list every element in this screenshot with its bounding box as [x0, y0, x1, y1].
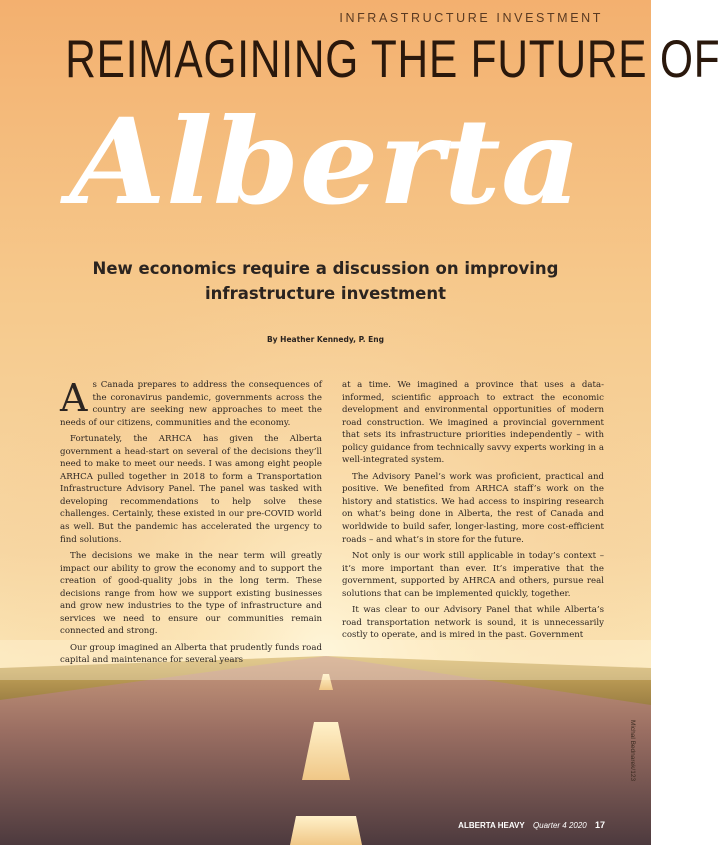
paragraph: Our group imagined an Alberta that prudently funds road capital and maintenance for several years — [60, 642, 322, 666]
footer-issue: Quarter 4 2020 — [532, 821, 587, 830]
column-right — [342, 379, 604, 671]
paragraph: It was clear to our Advisory Panel that while Alberta’s road transportation network is sound, it is unnecessarily costly to operate, and is mired in the past. Government — [342, 605, 604, 641]
paragraph: The decisions we make in the near term will greatly impact our ability to grow the economy and to support the creation of good-quality jobs in the long term. These decisions range from how we support existing businesses and grow new industries to the type of infrastructure and services we need to ensure our communities remain connected and strong. — [60, 551, 322, 637]
page-number: 17 — [594, 820, 605, 830]
article-body — [60, 376, 604, 671]
byline: By Heather Kennedy, P. Eng — [266, 335, 385, 344]
paragraph: Not only is our work still applicable in today’s context – it’s more important than ever. It’s imperative that the government, supported by AHRCA and others, pursue real solutions that can be implemented quickly, together. — [342, 551, 604, 599]
paragraph: Fortunately, the ARHCA has given the Alberta government a head-start on several of the decisions they’ll need to make to meet our needs. I was among eight people ARHCA pulled together in 2018 to form a Transportation Infrastructure Advisory Panel. The panel was tasked with developing recommendations to help solve these challenges. Certainly, these existed in our pre-COVID world as well. But the pandemic has accelerated the urgency to find solutions. — [60, 434, 322, 545]
deck-subtitle: New economics require a discussion on improving infrastructure investment — [92, 259, 559, 303]
section-label: INFRASTRUCTURE INVESTMENT — [339, 11, 603, 25]
headline: REIMAGINING THE FUTURE OF — [65, 30, 720, 89]
paragraph: The Advisory Panel’s work was proficient, practical and positive. We benefited from ARHCA staff’s work on the history and statistics. We had access to inspiring research on what’s being done in Alberta, the rest of Canada and worldwide to build safer, longer-lasting, more cost-efficient roads – and what’s in store for the future. — [342, 471, 604, 545]
paragraph — [60, 376, 322, 429]
headline-script: Alberta — [69, 92, 582, 231]
paragraph-text: s Canada prepares to address the consequences of the coronavirus pandemic, governments across the country are seeking new approaches to meet the needs of our citizens, communities and the economy. — [60, 380, 322, 428]
dropcap: A — [60, 376, 88, 420]
paragraph: at a time. We imagined a province that uses a data-informed, scientific approach to extract the economic development and environmental opportunities of modern road construction. We imagined a provincial government that sets its infrastructure priorities independently – with policy guidance from technically savvy experts working in a well-integrated system. — [342, 380, 604, 466]
column-left — [60, 376, 322, 671]
page-footer — [458, 820, 605, 830]
footer-magazine: ALBERTA HEAVY — [458, 821, 525, 830]
photo-credit: Michal Bednarek/123 — [629, 720, 636, 782]
